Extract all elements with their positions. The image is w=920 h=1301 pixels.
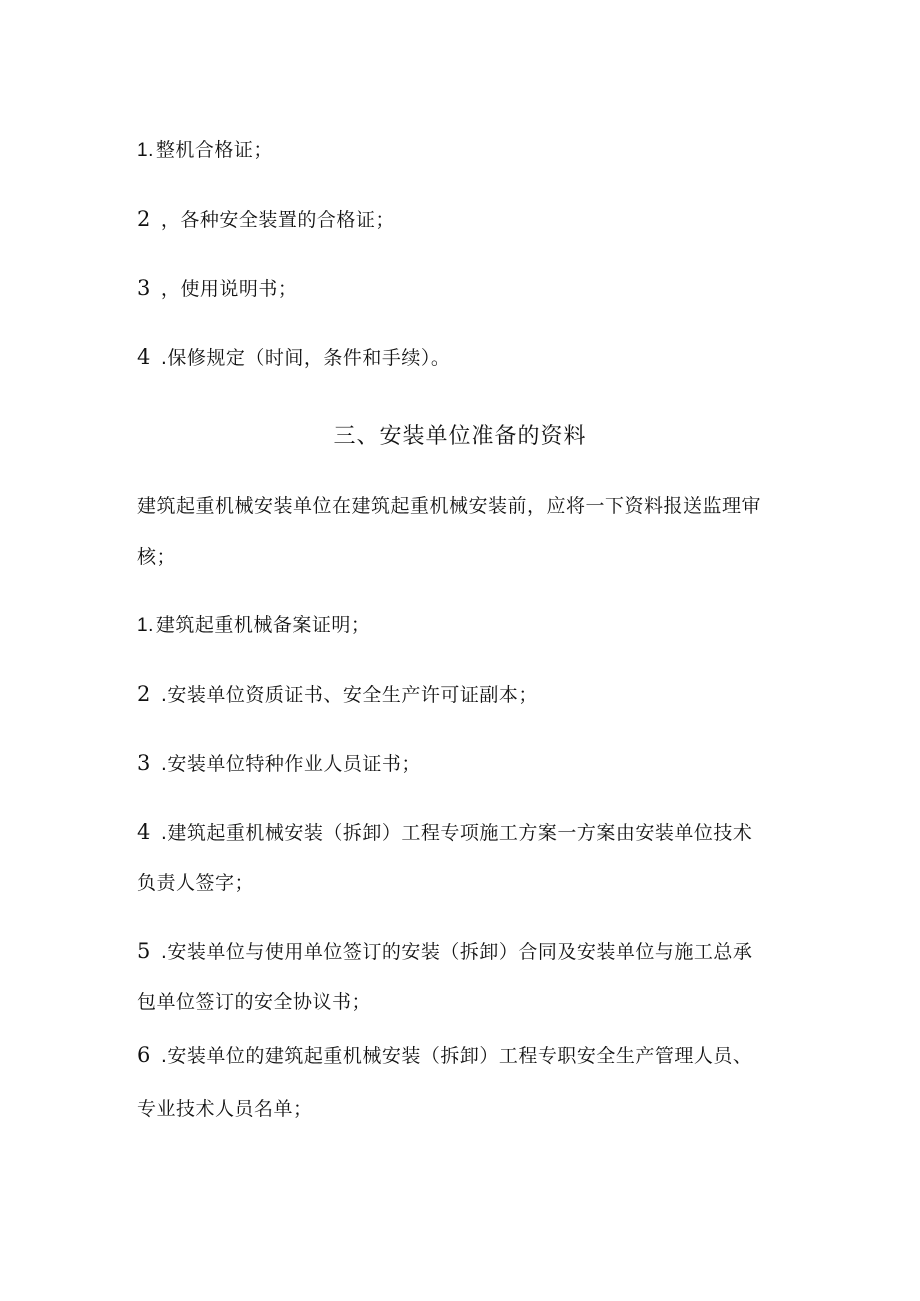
item-text: ，各种安全装置的合格证； bbox=[160, 209, 395, 231]
list-item-continuation: 专业技术人员名单； bbox=[137, 1098, 313, 1120]
section-heading: 三、安装单位准备的资料 bbox=[333, 424, 587, 449]
list-item bbox=[137, 138, 273, 163]
item-text: .安装单位资质证书、安全生产许可证副本； bbox=[160, 684, 538, 706]
item-text: .保修规定（时间，条件和手续）。 bbox=[160, 347, 451, 369]
list-item bbox=[137, 345, 450, 370]
item-number: 1. bbox=[137, 140, 154, 161]
list-item bbox=[137, 276, 297, 301]
item-number: 3 bbox=[137, 276, 151, 300]
item-number: 2 bbox=[137, 207, 151, 231]
item-text: 整机合格证； bbox=[155, 139, 273, 161]
item-number: 3 bbox=[137, 751, 151, 775]
item-number: 6 bbox=[137, 1043, 151, 1067]
list-item bbox=[137, 751, 421, 776]
item-number: 1. bbox=[137, 615, 154, 636]
item-text: .安装单位特种作业人员证书； bbox=[160, 753, 421, 775]
item-number: 2 bbox=[137, 682, 151, 706]
item-text: .安装单位的建筑起重机械安装（拆卸）工程专职安全生产管理人员、 bbox=[160, 1045, 753, 1067]
item-text: ，使用说明书； bbox=[160, 278, 298, 300]
item-number: 5 bbox=[137, 939, 151, 963]
item-text: 建筑起重机械备案证明； bbox=[155, 614, 371, 636]
list-item bbox=[137, 939, 752, 964]
list-item-continuation: 包单位签订的安全协议书； bbox=[137, 991, 372, 1013]
item-number: 4 bbox=[137, 345, 151, 369]
list-item bbox=[137, 207, 395, 232]
item-text: .建筑起重机械安装（拆卸）工程专项施工方案一方案由安装单位技术 bbox=[160, 822, 753, 844]
list-item bbox=[137, 682, 538, 707]
item-text: .安装单位与使用单位签订的安装（拆卸）合同及安装单位与施工总承 bbox=[160, 941, 753, 963]
intro-paragraph-line: 核； bbox=[137, 546, 177, 568]
list-item bbox=[137, 613, 370, 638]
list-item bbox=[137, 820, 752, 845]
intro-paragraph-line: 建筑起重机械安装单位在建筑起重机械安装前，应将一下资料报送监理审 bbox=[137, 495, 762, 517]
list-item-continuation: 负责人签字； bbox=[137, 872, 255, 894]
item-number: 4 bbox=[137, 820, 151, 844]
list-item bbox=[137, 1043, 752, 1068]
